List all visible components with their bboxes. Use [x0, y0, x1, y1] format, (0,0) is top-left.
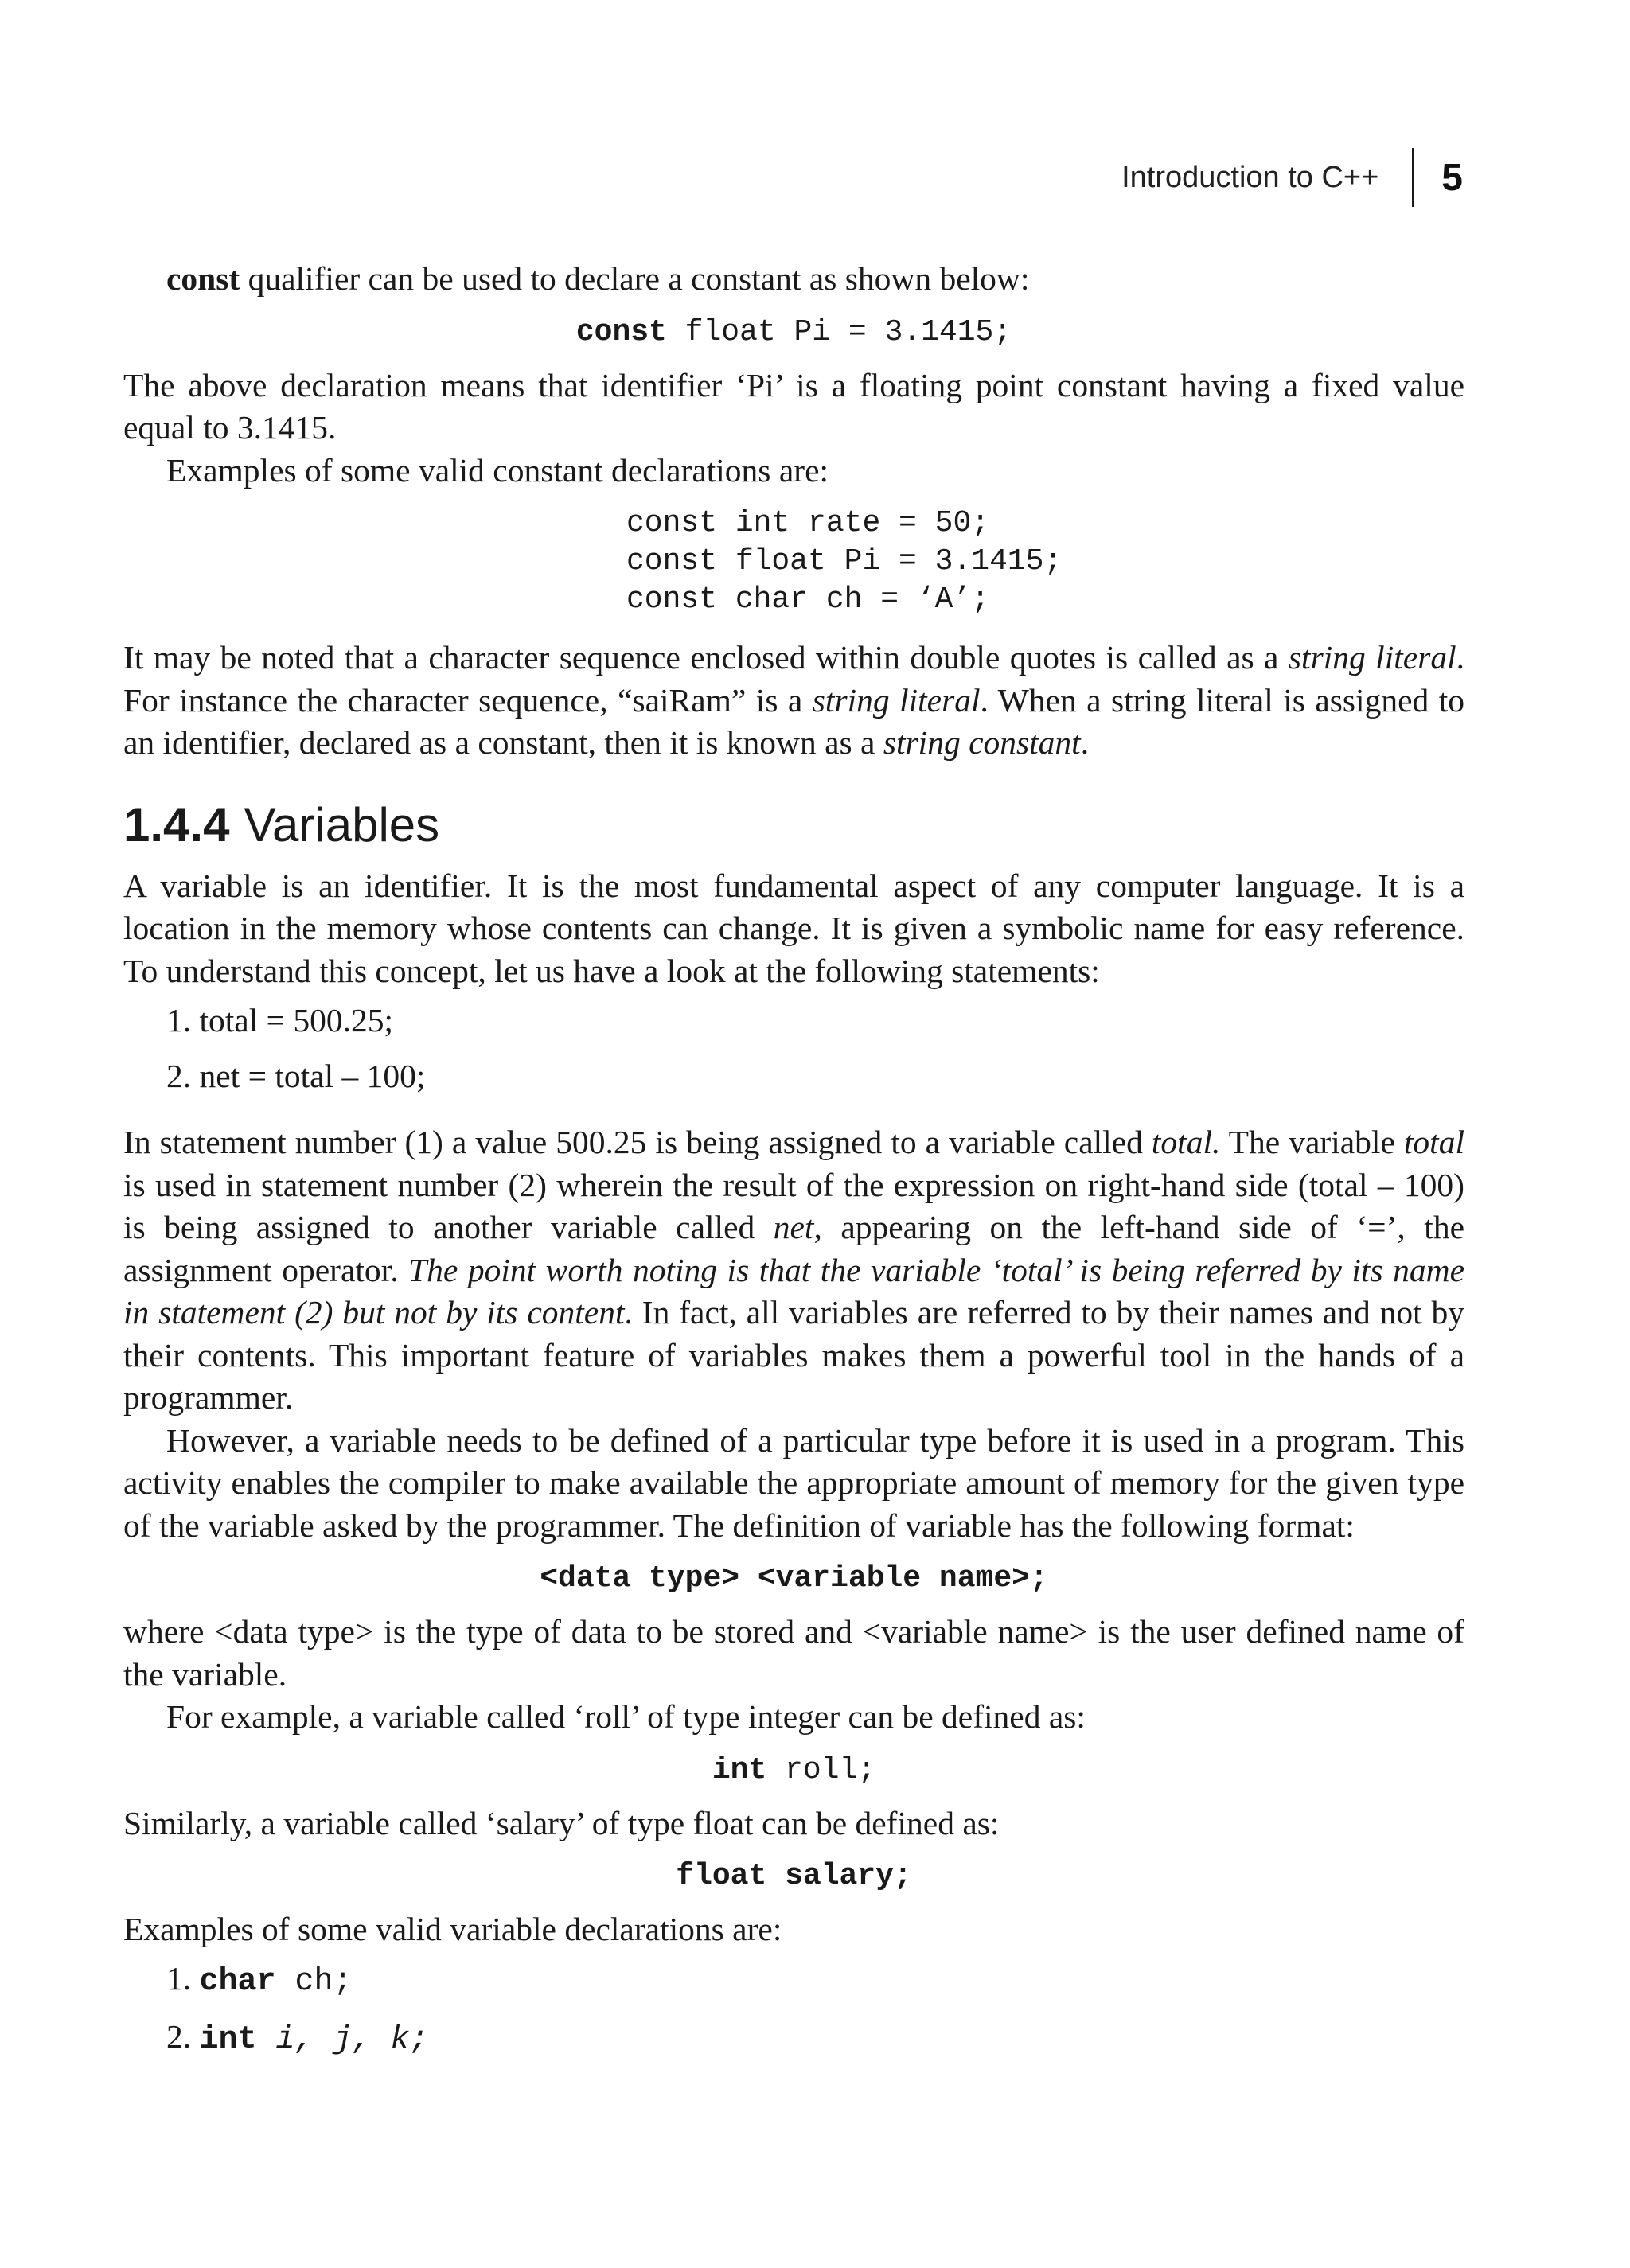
- paragraph-variable-examples: Examples of some valid variable declarations are:: [123, 1911, 782, 1947]
- italic-term: string constant: [883, 724, 1081, 761]
- item-number: 1.: [166, 1959, 200, 1997]
- text-run: is used in statement number (2) wherein the result of the expression on right-hand side (total – 100) is being assigned to another variable called: [123, 1166, 1464, 1245]
- italic-emphasis: The point worth noting is that the variable ‘total’ is being referred by its name in statement (2) but not by its content: [123, 1251, 1464, 1331]
- code-keyword: int: [712, 1752, 767, 1787]
- statement-list: [123, 992, 1464, 1104]
- code-text: ch;: [275, 1963, 353, 2000]
- italic-term: total.: [1151, 1124, 1221, 1160]
- code-line: const float Pi = 3.1415;: [626, 544, 1063, 579]
- list-item: [123, 1951, 1464, 2009]
- running-header: [1121, 148, 1463, 207]
- page-body: [123, 258, 1464, 2067]
- paragraph-statement-explanation: [123, 1121, 1464, 1420]
- list-item: 1. total = 500.25;: [166, 1002, 394, 1039]
- italic-term: total: [1403, 1124, 1464, 1160]
- variable-example-list: [123, 1951, 1464, 2067]
- code-format: <data type> <variable name>;: [540, 1561, 1048, 1596]
- list-item: [123, 2009, 1464, 2067]
- code-line: const char ch = ‘A’;: [626, 583, 990, 617]
- code-keyword: const: [575, 314, 667, 349]
- italic-term: string literal: [812, 681, 981, 719]
- section-heading: [123, 793, 1464, 857]
- code-float-salary: float salary;: [676, 1859, 912, 1893]
- item-number: 2.: [166, 2017, 200, 2055]
- italic-term: string literal: [1288, 639, 1456, 676]
- paragraph-variable-type: However, a variable needs to be defined of a particular type before it is used in a program. This activity enables the compiler to make available the appropriate amount of memory for the given type of the variable asked by the programmer. The definition of variable has the following format:: [123, 1421, 1464, 1544]
- text-run: It may be noted that a character sequence enclosed within double quotes is called as a: [123, 639, 1289, 676]
- code-constant-examples: [626, 505, 1464, 619]
- paragraph-salary-example: Similarly, a variable called ‘salary’ of type float can be defined as:: [123, 1804, 1000, 1841]
- code-line: const int rate = 50;: [626, 506, 990, 540]
- code-text: i, j, k;: [256, 2021, 429, 2058]
- section-title: Variables: [244, 797, 440, 851]
- code-int-roll: [123, 1752, 1464, 1790]
- paragraph-variable-definition: A variable is an identifier. It is the most fundamental aspect of any computer language. It is a location in the memory whose contents can change. It is given a symbolic name for easy reference. To understand this concept, let us have a look at the following statements:: [123, 867, 1464, 989]
- code-const-pi: [123, 314, 1464, 352]
- paragraph-declaration-meaning: The above declaration means that identifier ‘Pi’ is a floating point constant having a fixed value equal to 3.1415.: [123, 366, 1464, 446]
- code-keyword: int: [199, 2021, 257, 2058]
- running-header-title: Introduction to C++: [1121, 160, 1379, 194]
- text-run: . In fact, all variables are referred to by their names and not by their contents. This important feature of variables makes them a powerful tool in the hands of a programmer.: [123, 1294, 1465, 1416]
- text-run: .: [1080, 724, 1090, 761]
- paragraph-string-literal: [123, 637, 1464, 765]
- text-run: The variable: [1220, 1124, 1404, 1160]
- paragraph-const-qualifier: [123, 258, 1464, 301]
- code-text: float Pi = 3.1415;: [666, 314, 1012, 349]
- section-number: 1.4.4: [123, 797, 230, 851]
- const-keyword: const: [166, 260, 240, 297]
- header-divider: [1412, 148, 1414, 207]
- text-run: . When a string literal is assigned to an identifier, declared as a constant, then it is known as a: [123, 681, 1464, 761]
- paragraph-constant-examples: Examples of some valid constant declarations are:: [166, 451, 829, 489]
- paragraph-roll-example: For example, a variable called ‘roll’ of type integer can be defined as:: [166, 1698, 1086, 1735]
- text-run: In statement number (1) a value 500.25 is being assigned to a variable called: [123, 1124, 1152, 1160]
- text-run: , appearing on the left-hand side of ‘=’, the assignment operator.: [123, 1209, 1464, 1288]
- page-number: 5: [1441, 156, 1463, 199]
- text-run: . For instance the character sequence, “saiRam” is a: [123, 639, 1464, 719]
- code-text: roll;: [766, 1752, 876, 1787]
- paragraph-format-explanation: where <data type> is the type of data to be stored and <variable name> is the user defined name of the variable.: [123, 1613, 1464, 1693]
- code-keyword: char: [199, 1963, 276, 2000]
- italic-term: net: [773, 1209, 814, 1245]
- list-item: 2. net = total – 100;: [166, 1058, 426, 1094]
- paragraph-text: qualifier can be used to declare a constant as shown below:: [240, 260, 1030, 297]
